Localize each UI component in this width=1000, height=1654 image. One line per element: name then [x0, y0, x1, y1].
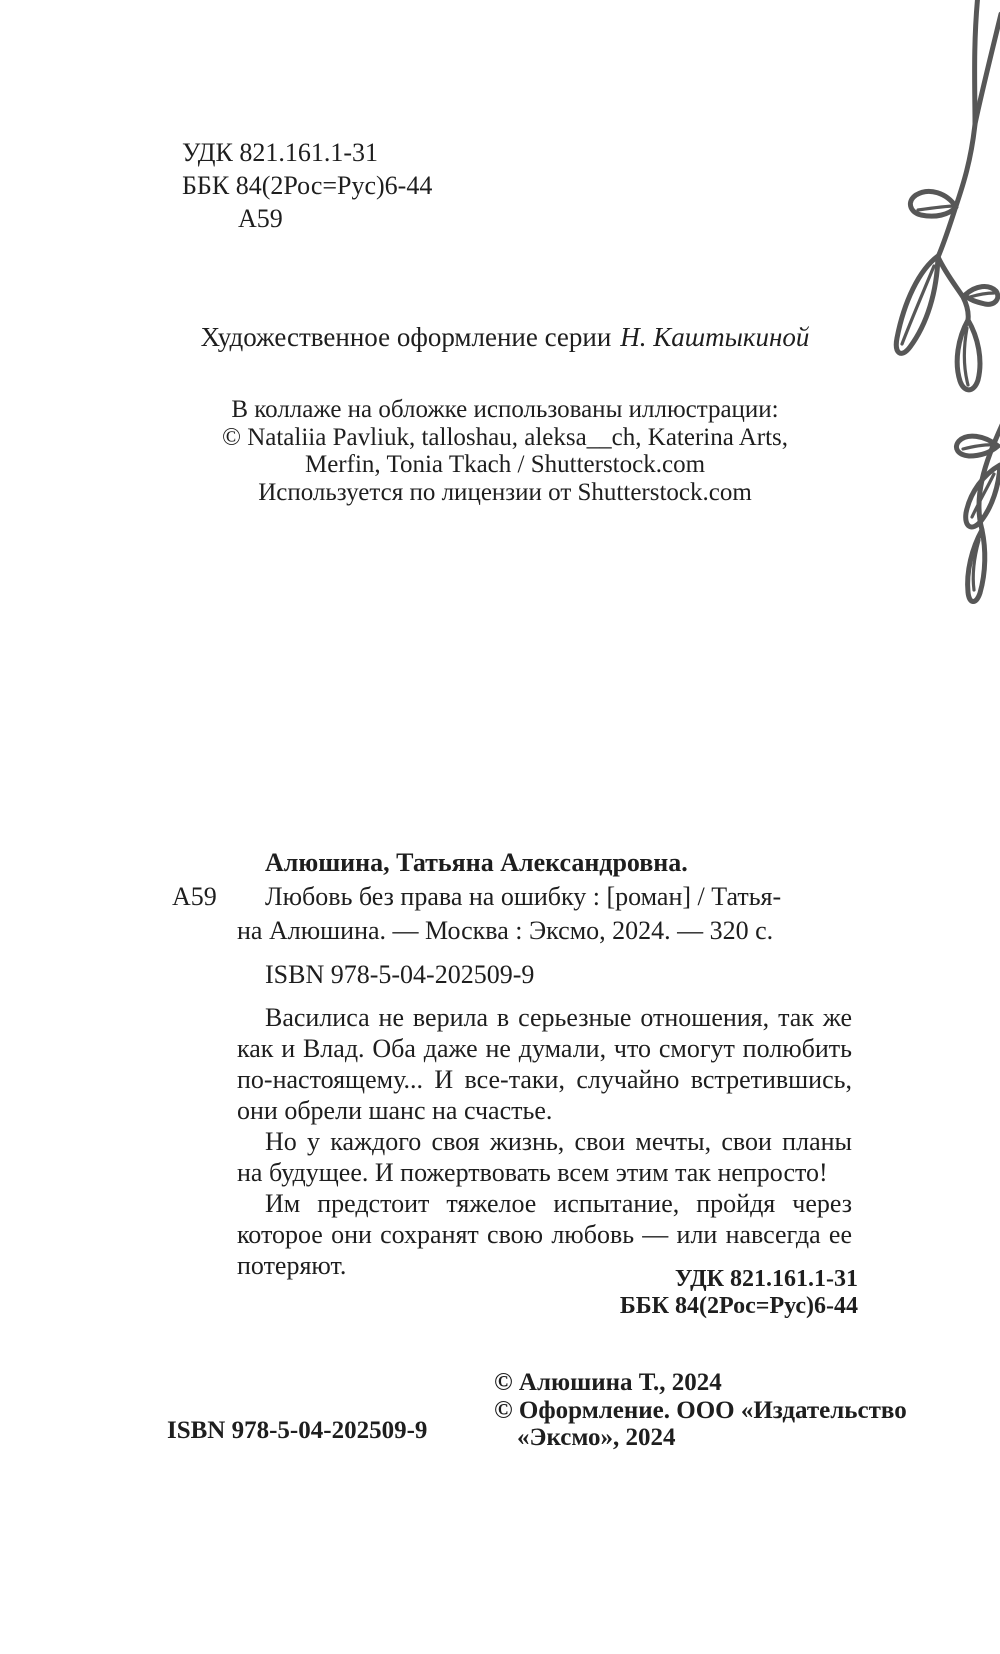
copyright-author: © Алюшина Т., 2024	[494, 1369, 722, 1396]
collage-credit	[120, 396, 890, 506]
collage-credit-line: В коллаже на обложке использованы иллюстрации:	[231, 396, 779, 423]
catalog-isbn: ISBN 978-5-04-202509-9	[265, 960, 535, 989]
catalog-title-line: на Алюшина. — Москва : Эксмо, 2024. — 320 с.	[237, 916, 774, 945]
udk-line: УДК 821.161.1-31	[182, 138, 379, 167]
branch-illustration	[850, 0, 1000, 620]
bbk-line-bottom: ББК 84(2Рос=Рус)6-44	[619, 1293, 858, 1319]
collage-credit-line: © Nataliia Pavliuk, talloshau, aleksa__ch, Katerina Arts,	[221, 423, 789, 451]
catalog-title-line: Любовь без права на ошибку : [роман] / Татья-	[265, 882, 782, 911]
catalog-author-heading: Алюшина, Татьяна Александровна.	[265, 848, 688, 877]
collage-credit-line: Merfin, Tonia Tkach / Shutterstock.com	[304, 451, 706, 478]
bbk-line: ББК 84(2Рос=Рус)6-44	[182, 171, 433, 200]
author-sign: А59	[238, 204, 283, 233]
series-credit-text: Художественное оформление серии	[200, 322, 612, 352]
branch-stem	[938, 0, 1000, 320]
branch-lower-cluster	[956, 425, 1000, 602]
series-designer-name: Н. Каштыкиной	[620, 322, 810, 352]
collage-credit-line: Используется по лицензии от Shutterstock.com	[258, 478, 752, 506]
catalog-entry	[237, 846, 852, 992]
catalog-author-sign: А59	[172, 882, 217, 911]
series-credit	[120, 322, 890, 353]
copyright-publisher: © Оформление. ООО «Издательство	[494, 1396, 907, 1424]
copyright-block	[494, 1369, 907, 1452]
footer-isbn: ISBN 978-5-04-202509-9	[167, 1417, 428, 1444]
annotation-paragraph: Василиса не верила в серьезные отношения, так же как и Влад. Оба даже не думали, что смогут полюбить по-настоящему... И все-таки, случайно встретившись, они обрели шанс на счастье.	[237, 1003, 852, 1125]
udk-line-bottom: УДК 821.161.1-31	[674, 1266, 858, 1292]
branch-leaf	[896, 191, 998, 389]
annotation-paragraph: Но у каждого своя жизнь, свои мечты, свои планы на будущее. И пожертвовать всем этим так непросто!	[237, 1127, 852, 1187]
annotation	[237, 1002, 852, 1281]
annotation-paragraph: Им предстоит тяжелое испытание, пройдя через которое они сохранят свою любовь — или навсегда ее потеряют.	[237, 1189, 852, 1280]
classification-bottom	[620, 1266, 858, 1320]
copyright-publisher-cont: «Эксмо», 2024	[517, 1424, 676, 1451]
classification-top	[182, 136, 432, 235]
